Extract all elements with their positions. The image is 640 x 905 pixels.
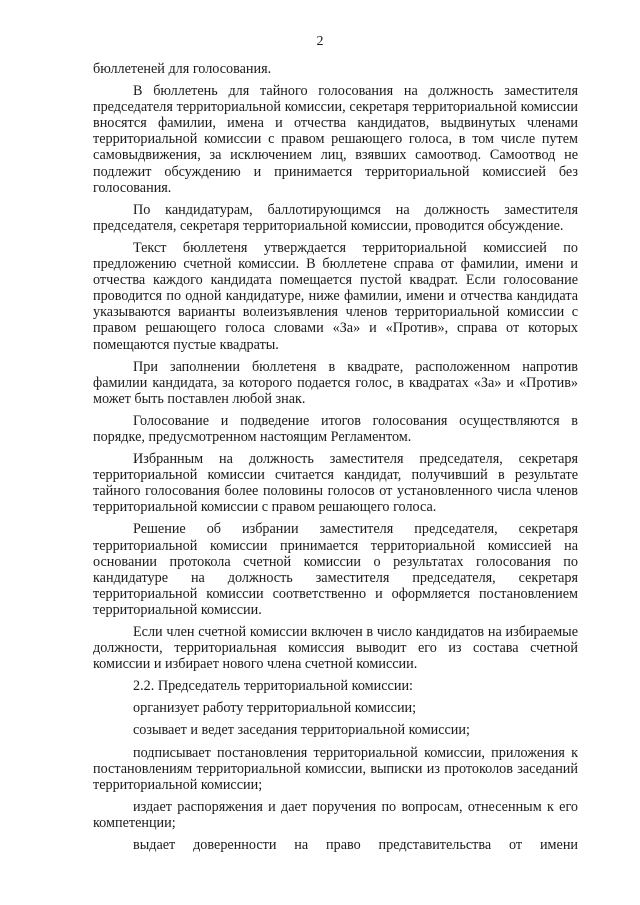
list-item-organizes: организует работу территориальной комиссии; — [133, 700, 417, 717]
paragraph-election-decision: Решение об избрании заместителя председателя, секретаря территориальной комиссии принимается территориальной комиссией на основании протокола счетной комиссии о результатах голосования по кандидатуре на должность заместителя председателя, секретаря территориальной комиссии соответственно и оформляется постановлением территориальной комиссии. — [93, 521, 578, 618]
list-item-signs: подписывает постановления территориальной комиссии, приложения к постановлениям территориальной комиссии, выписки из протоколов заседаний территориальной комиссии; — [93, 744, 578, 793]
paragraph-ballot-content: В бюллетень для тайного голосования на должность заместителя председателя территориальной комиссии, секретаря территориальной комиссии вносятся фамилии, имена и отчества кандидатов, выдвинутых членами территориальной комиссии с правом решающего голоса, в том числе путем самовыдвижения, за исключением лиц, взявших самоотвод. Самоотвод не подлежит обсуждению и принимается территориальной комиссией без голосования. — [93, 83, 578, 196]
paragraph-discussion: По кандидатурам, баллотирующимся на должность заместителя председателя, секретаря территориальной комиссии, проводится обсуждение. — [93, 201, 578, 234]
section-heading-2-2: 2.2. Председатель территориальной комиссии: — [133, 678, 413, 695]
paragraph-voting-procedure: Голосование и подведение итогов голосования осуществляются в порядке, предусмотренном настоящим Регламентом. — [93, 412, 578, 445]
list-item-convenes: созывает и ведет заседания территориальной комиссии; — [133, 722, 470, 739]
paragraph-ballot-text: Текст бюллетеня утверждается территориальной комиссией по предложению счетной комиссии. В бюллетене справа от фамилии, имени и отчества каждого кандидата помещается пустой квадрат. Если голосование проводится по одной кандидатуре, ниже фамилии, имени и отчества кандидата указываются варианты волеизъявления членов территориальной комиссии с правом решающего голоса словами «За» и «Против», справа от которых помещаются пустые квадраты. — [93, 239, 578, 353]
document-body — [93, 61, 578, 859]
list-item-issues-orders: издает распоряжения и дает поручения по вопросам, отнесенным к его компетенции; — [93, 798, 578, 831]
paragraph-ballot-filling: При заполнении бюллетеня в квадрате, расположенном напротив фамилии кандидата, за которого подается голос, в квадратах «За» и «Против» может быть поставлен любой знак. — [93, 358, 578, 407]
list-item-power-of-attorney: выдает доверенности на право представительства от имени — [133, 837, 578, 854]
paragraph-continuation: бюллетеней для голосования. — [93, 61, 272, 77]
page-number: 2 — [316, 34, 324, 49]
paragraph-counting-commission: Если член счетной комиссии включен в число кандидатов на избираемые должности, территориальная комиссия выводит его из состава счетной комиссии и избирает нового члена счетной комиссии. — [93, 624, 578, 673]
paragraph-elected-candidate: Избранным на должность заместителя председателя, секретаря территориальной комиссии считается кандидат, получивший в результате тайного голосования более половины голосов от установленного числа членов территориальной комиссии с правом решающего голоса. — [93, 451, 578, 516]
